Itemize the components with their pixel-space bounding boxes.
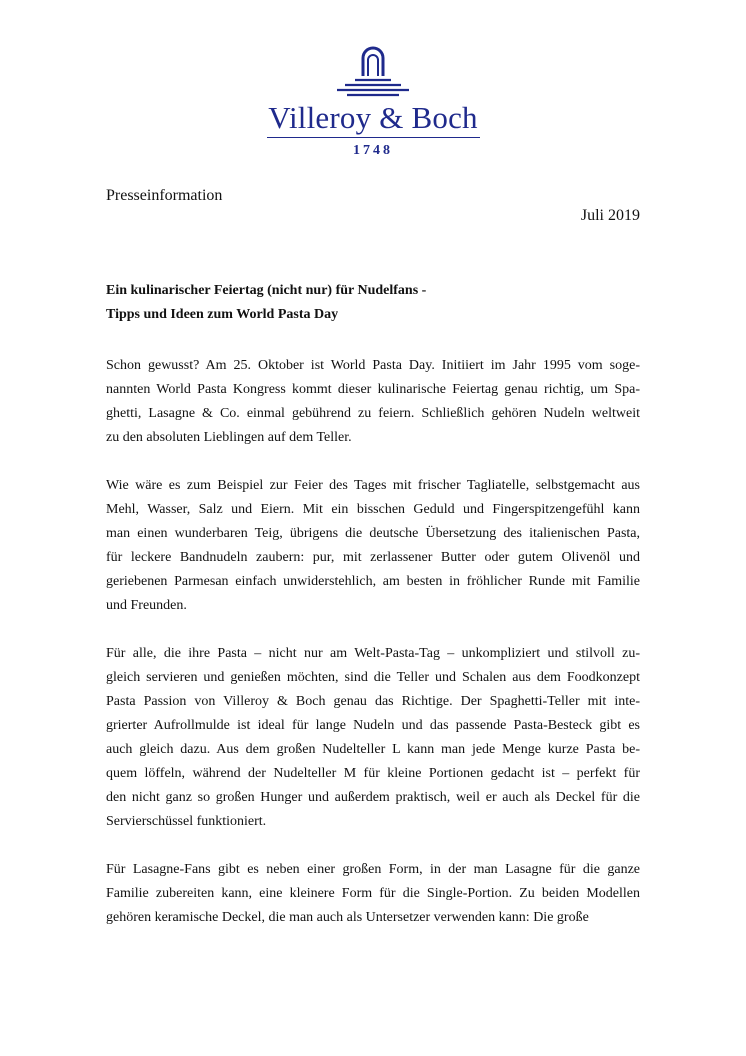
paragraph-line: gleich servieren und genießen möchten, sind die Teller und Schalen aus dem Foodkonzept <box>106 670 640 685</box>
paragraph <box>106 858 640 930</box>
brand-underline <box>267 137 480 138</box>
paragraph-line: Wie wäre es zum Beispiel zur Feier des Tages mit frischer Tagliatelle, selbstgemacht aus <box>106 478 640 493</box>
paragraph-line: nannten World Pasta Kongress kommt dieser kulinarische Feiertag genau richtig, um Spa- <box>106 382 640 397</box>
paragraph-line: für leckere Bandnudeln zaubern: pur, mit zerlassener Butter oder gutem Olivenöl und <box>106 550 640 565</box>
document-date: Juli 2019 <box>580 207 640 224</box>
paragraph-line: und Freunden. <box>106 598 187 613</box>
paragraph-line: Schon gewusst? Am 25. Oktober ist World Pasta Day. Initiiert im Jahr 1995 vom soge- <box>106 358 640 373</box>
brand-name: Villeroy & Boch <box>268 100 478 135</box>
paragraph-line: quem löffeln, während der Nudelteller M für kleine Portionen gedacht ist – perfekt für <box>106 766 640 781</box>
paragraph-line: auch gleich dazu. Aus dem großen Nudelteller L kann man jede Menge kurze Pasta be- <box>106 742 640 757</box>
headline-line-2: Tipps und Ideen zum World Pasta Day <box>106 307 339 322</box>
paragraph-line: den nicht ganz so großen Hunger und außerdem praktisch, weil er auch als Deckel für die <box>106 790 640 805</box>
document-type-label: Presseinformation <box>106 187 223 204</box>
castle-gate-icon <box>333 40 413 98</box>
paragraph-line: Servierschüssel funktioniert. <box>106 814 267 829</box>
paragraph <box>106 474 640 618</box>
brand-year: 1748 <box>353 143 393 158</box>
paragraph <box>106 642 640 834</box>
paragraph-line: grierter Aufrollmulde ist ideal für lange Nudeln und das passende Pasta-Besteck gibt es <box>106 718 640 733</box>
body-text <box>106 354 640 954</box>
headline-line-1: Ein kulinarischer Feiertag (nicht nur) für Nudelfans - <box>106 283 427 298</box>
paragraph-line: Familie zubereiten kann, eine kleinere Form für die Single-Portion. Zu beiden Modellen <box>106 886 640 901</box>
headline <box>106 279 640 327</box>
paragraph-line: Mehl, Wasser, Salz und Eiern. Mit ein bisschen Geduld und Fingerspitzengefühl kann <box>106 502 640 517</box>
paragraph-line: man einen wunderbaren Teig, übrigens die deutsche Übersetzung des italienischen Pasta, <box>106 526 640 541</box>
paragraph-line: gehören keramische Deckel, die man auch als Untersetzer verwenden kann: Die große <box>106 910 589 925</box>
paragraph-line: Für alle, die ihre Pasta – nicht nur am Welt-Pasta-Tag – unkompliziert und stilvoll zu- <box>106 646 640 661</box>
paragraph-line: ghetti, Lasagne & Co. einmal gebührend zu feiern. Schließlich gehören Nudeln weltweit <box>106 406 640 421</box>
paragraph <box>106 354 640 450</box>
paragraph-line: Für Lasagne-Fans gibt es neben einer großen Form, in der man Lasagne für die ganze <box>106 862 640 877</box>
paragraph-line: Pasta Passion von Villeroy & Boch genau das Richtige. Der Spaghetti-Teller mit inte- <box>106 694 640 709</box>
paragraph-line: zu den absoluten Lieblingen auf dem Teller. <box>106 430 352 445</box>
paragraph-line: geriebenen Parmesan einfach unwiderstehlich, am besten in fröhlicher Runde mit Familie <box>106 574 640 589</box>
